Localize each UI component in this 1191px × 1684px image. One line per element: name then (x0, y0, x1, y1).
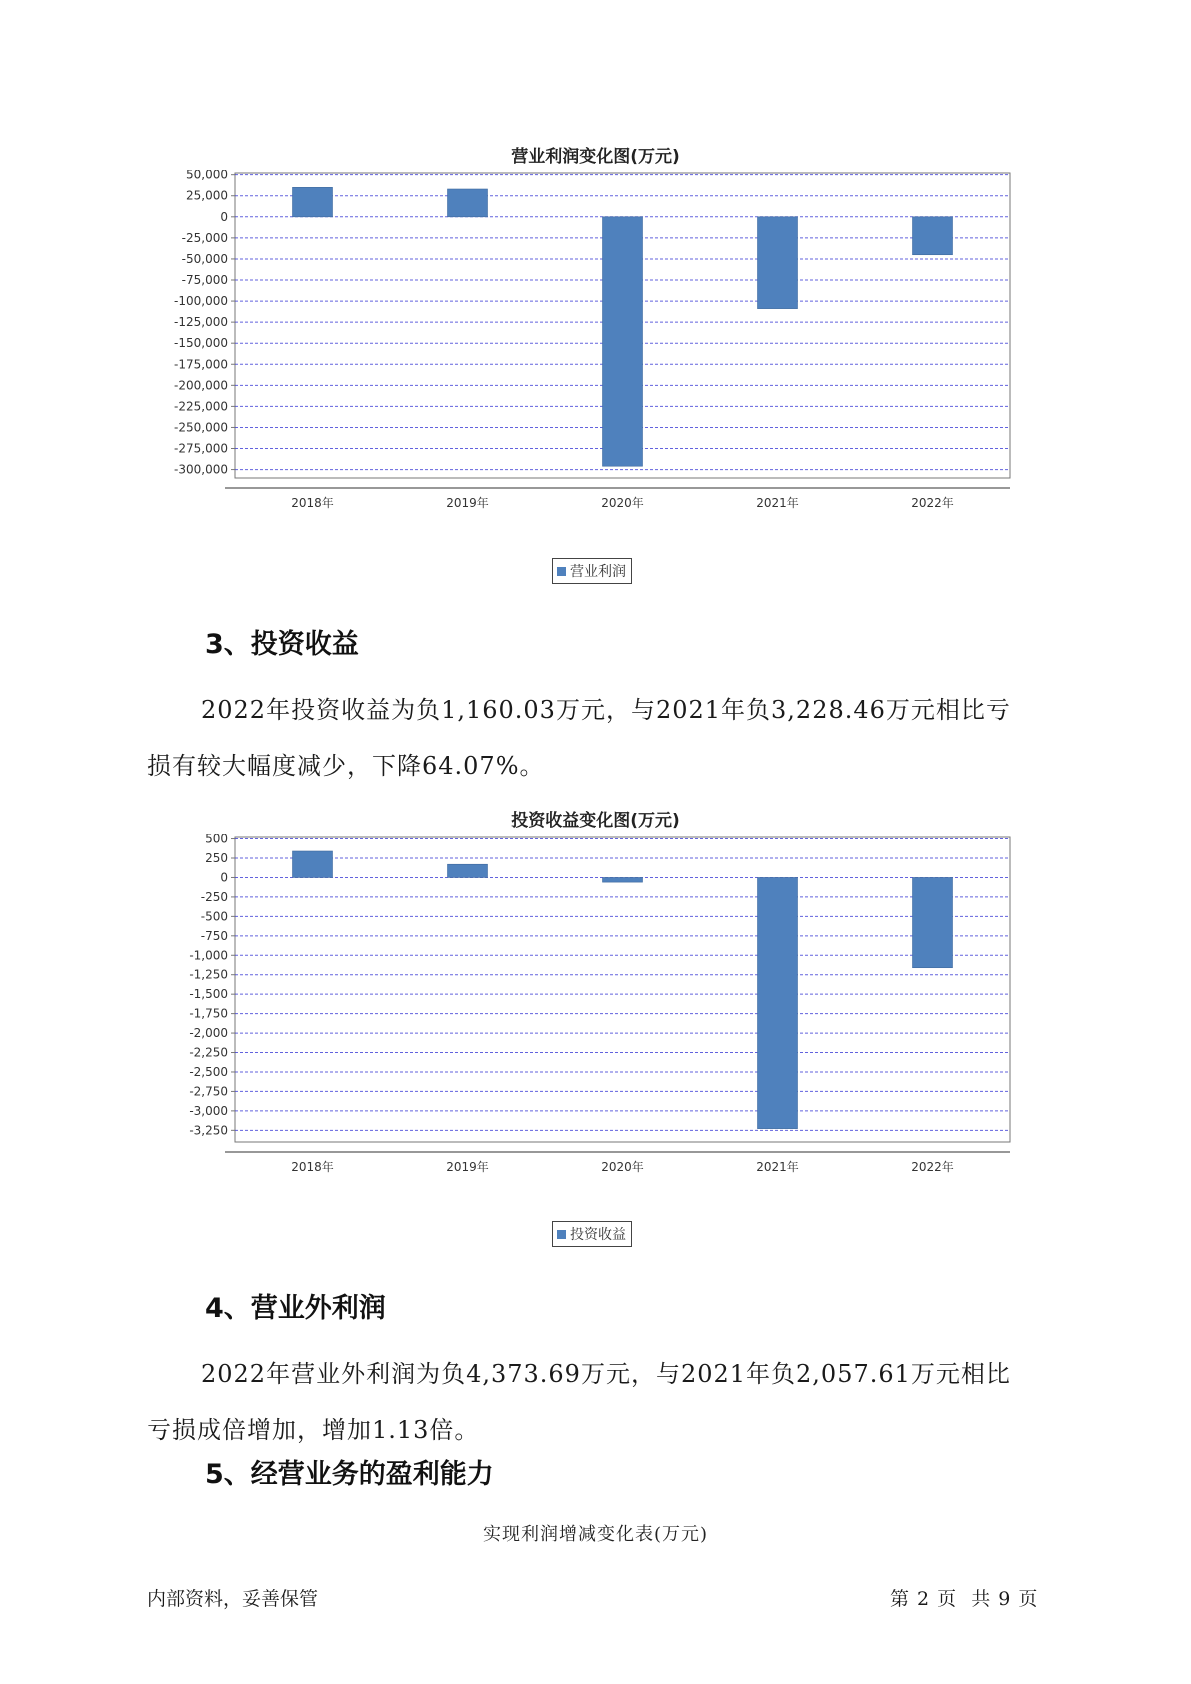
chart2-ytick-label: -750 (200, 928, 228, 943)
chart2-ytick-label: -2,500 (189, 1064, 228, 1079)
section4-line2: 亏损成倍增加，增加1.13倍。 (147, 1416, 480, 1444)
chart1-ytick-label: -125,000 (174, 315, 228, 330)
chart2-ytick-label: -1,000 (189, 948, 228, 963)
chart1-ytick-label: -250,000 (174, 420, 228, 435)
section3-line2: 损有较大幅度减少，下降64.07%。 (147, 752, 545, 780)
section4-line1: 2022年营业外利润为负4,373.69万元，与2021年负2,057.61万元相比 (201, 1360, 1011, 1388)
chart1-ytick-label: -100,000 (174, 294, 228, 309)
chart1-xtick-label: 2018年 (291, 496, 334, 510)
operating-profit-chart (150, 170, 1030, 550)
chart2-bar-3 (758, 877, 798, 1128)
chart1-ytick-label: 25,000 (186, 188, 228, 203)
chart2-ytick-label: -3,250 (189, 1123, 228, 1138)
chart2-plot-area (235, 837, 1010, 1142)
chart1-bar-4 (913, 217, 953, 255)
chart2-ytick-label: -2,000 (189, 1026, 228, 1041)
chart1-ytick-label: -25,000 (181, 230, 228, 245)
chart2-bar-4 (913, 877, 953, 967)
chart2-ytick-label: -2,750 (189, 1084, 228, 1099)
chart1-bar-1 (448, 189, 488, 217)
chart1-ytick-label: -175,000 (174, 357, 228, 372)
chart1-ytick-label: -200,000 (174, 378, 228, 393)
chart2-bar-1 (448, 864, 488, 877)
chart2-ytick-label: -1,500 (189, 987, 228, 1002)
chart1-xtick-label: 2021年 (756, 496, 799, 510)
chart2-xtick-label: 2019年 (446, 1160, 489, 1174)
section4-paragraph (147, 1346, 1047, 1458)
chart2-ytick-label: -2,250 (189, 1045, 228, 1060)
chart1-ytick-label: -50,000 (181, 251, 228, 266)
chart2-legend (552, 1221, 632, 1247)
chart2-ytick-label: -250 (200, 889, 228, 904)
chart2-ytick-label: 0 (220, 870, 228, 885)
chart1-ytick-label: -225,000 (174, 399, 228, 414)
chart1-legend (552, 558, 632, 584)
chart1-ytick-label: 0 (220, 209, 228, 224)
chart2-xtick-label: 2022年 (911, 1160, 954, 1174)
footer-page-number: 第 2 页 共 9 页 (890, 1588, 1039, 1610)
table-caption: 实现利润增减变化表(万元) (482, 1524, 709, 1545)
chart2-title: 投资收益变化图(万元) (511, 811, 680, 831)
chart2-ytick-label: -1,750 (189, 1006, 228, 1021)
section3-line1: 2022年投资收益为负1,160.03万元，与2021年负3,228.46万元相比亏 (201, 696, 1011, 724)
section3-heading: 3、投资收益 (205, 629, 359, 660)
chart1-bar-0 (293, 187, 333, 216)
chart1-ytick-label: 50,000 (186, 170, 228, 182)
chart1-xtick-label: 2022年 (911, 496, 954, 510)
chart1-xtick-label: 2020年 (601, 496, 644, 510)
section3-paragraph (147, 682, 1047, 794)
chart2-ytick-label: -500 (200, 909, 228, 924)
chart1-legend-label: 营业利润 (570, 564, 626, 580)
chart1-bar-3 (758, 217, 798, 309)
footer-confidential-note: 内部资料，妥善保管 (147, 1588, 319, 1610)
chart1-legend-swatch (557, 567, 566, 576)
investment-income-chart (150, 834, 1030, 1214)
chart1-ytick-label: -75,000 (181, 273, 228, 288)
section4-heading: 4、营业外利润 (205, 1293, 386, 1324)
chart2-xtick-label: 2020年 (601, 1160, 644, 1174)
chart2-xtick-label: 2021年 (756, 1160, 799, 1174)
chart2-bar-2 (603, 877, 643, 882)
chart2-legend-swatch (557, 1230, 566, 1239)
chart1-title: 营业利润变化图(万元) (511, 147, 680, 167)
chart2-legend-label: 投资收益 (570, 1227, 626, 1243)
chart1-ytick-label: -275,000 (174, 441, 228, 456)
chart2-bar-0 (293, 851, 333, 877)
chart1-xtick-label: 2019年 (446, 496, 489, 510)
section5-heading: 5、经营业务的盈利能力 (205, 1459, 494, 1490)
chart1-ytick-label: -300,000 (174, 462, 228, 477)
chart1-ytick-label: -150,000 (174, 336, 228, 351)
chart1-bar-2 (603, 217, 643, 466)
chart2-ytick-label: 500 (205, 834, 228, 846)
chart2-ytick-label: -3,000 (189, 1103, 228, 1118)
chart2-xtick-label: 2018年 (291, 1160, 334, 1174)
chart2-ytick-label: -1,250 (189, 967, 228, 982)
chart2-ytick-label: 250 (205, 851, 228, 866)
